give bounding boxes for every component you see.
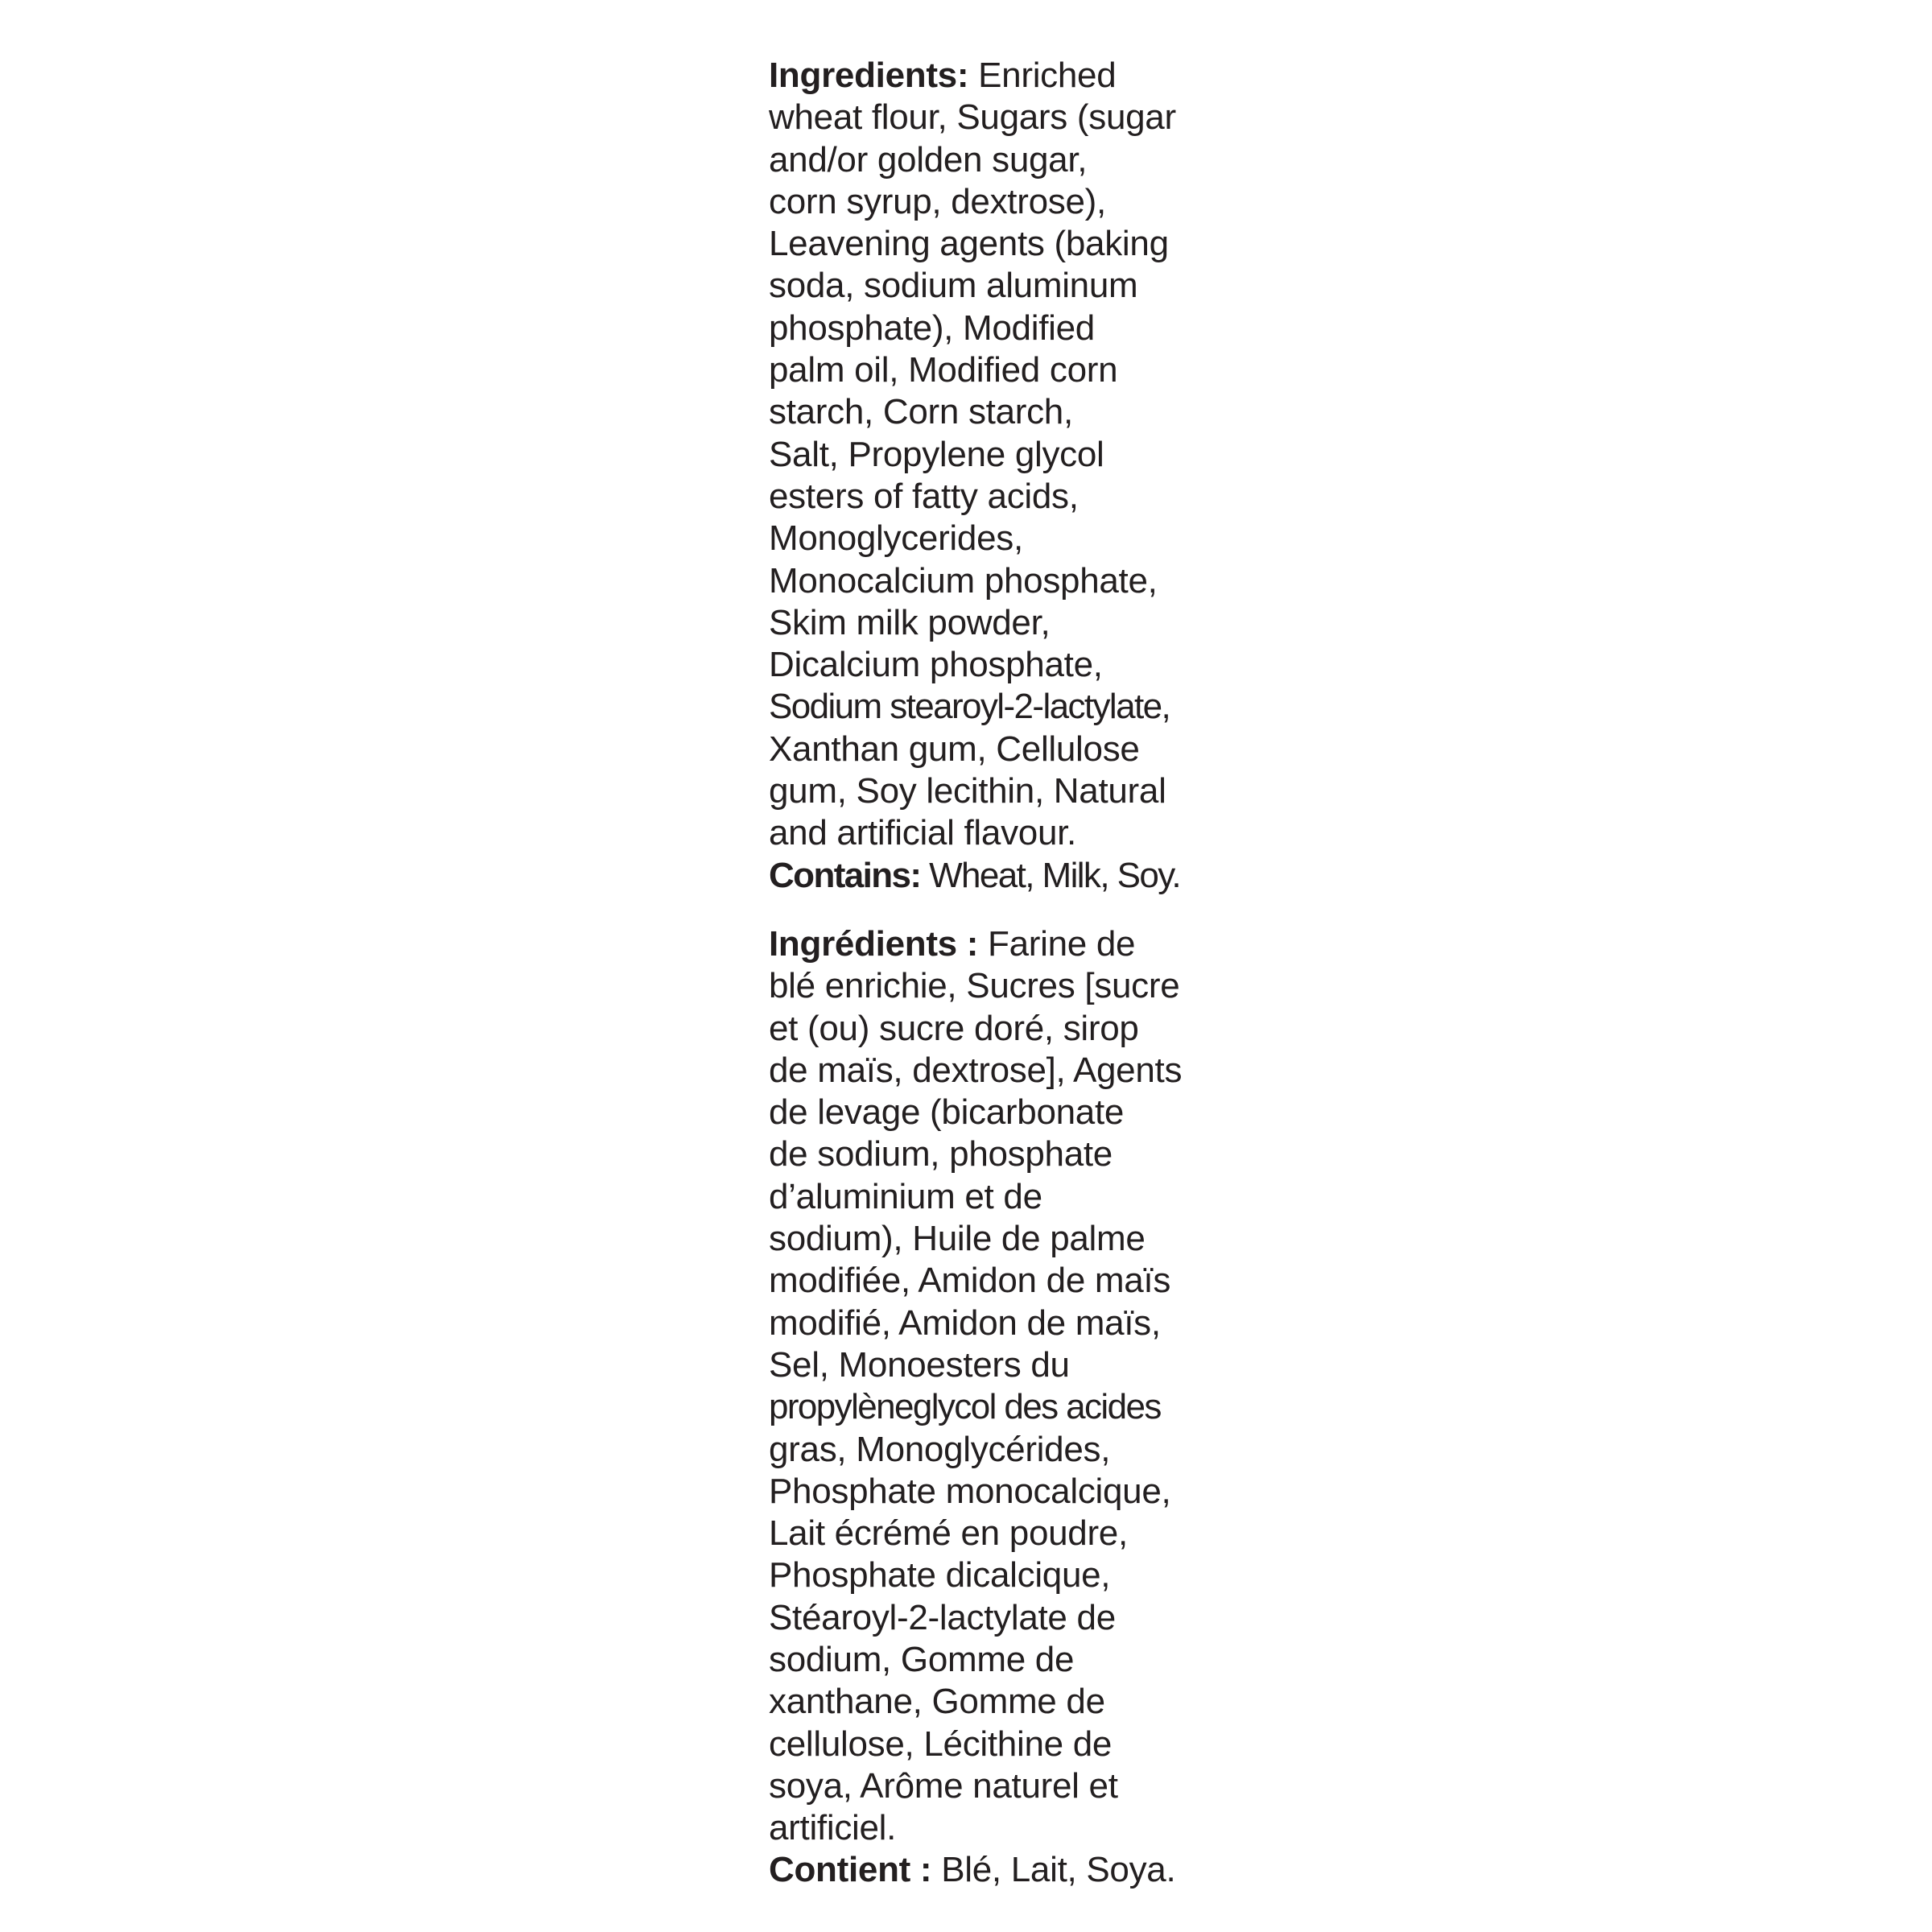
english-ingredients-line: Skim milk powder, — [769, 602, 1051, 642]
french-ingredients-line: modifié, Amidon de maïs, — [769, 1302, 1161, 1343]
english-contains-heading: Contains: — [769, 855, 921, 895]
english-ingredients-line: Monocalcium phosphate, — [769, 560, 1158, 601]
french-ingredients-line: artificiel. — [769, 1808, 897, 1848]
french-ingredients-line: Sel, Monoesters du — [769, 1344, 1070, 1385]
french-ingredients-line: blé enrichie, Sucres [sucre — [769, 966, 1180, 1006]
english-ingredients-line: and artificial flavour. — [769, 813, 1076, 853]
french-ingredients-line: modifiée, Amidon de maïs — [769, 1261, 1171, 1301]
french-ingredients-line: soya, Arôme naturel et — [769, 1765, 1118, 1806]
english-ingredients-line: Leavening agents (baking — [769, 224, 1169, 264]
english-ingredients-line: and/or golden sugar, — [769, 139, 1088, 180]
french-ingredients-line: Stéaroyl-2-lactylate de — [769, 1597, 1116, 1637]
english-ingredients-line: Dicalcium phosphate, — [769, 645, 1103, 685]
french-ingredients-line: de maïs, dextrose], Agents — [769, 1050, 1183, 1090]
ingredients-label-panel — [769, 55, 1220, 1892]
english-contains-text: Wheat, Milk, Soy. — [920, 855, 1180, 895]
english-ingredients-line: wheat flour, Sugars (sugar — [769, 97, 1176, 138]
english-ingredients-line-1 — [769, 55, 1220, 97]
french-ingredients-line: xanthane, Gomme de — [769, 1682, 1105, 1722]
english-ingredients-block — [769, 55, 1220, 897]
english-ingredients-line: esters of fatty acids, — [769, 476, 1079, 516]
english-ingredients-line: Salt, Propylene glycol — [769, 434, 1104, 474]
french-ingredients-line: sodium), Huile de palme — [769, 1219, 1146, 1259]
french-ingredients-line: d’aluminium et de — [769, 1176, 1042, 1216]
french-contains-heading: Contient : — [769, 1850, 932, 1890]
french-ingredients-line: sodium, Gomme de — [769, 1639, 1075, 1679]
french-ingredients-line: cellulose, Lécithine de — [769, 1724, 1113, 1764]
french-ingredients-line: gras, Monoglycérides, — [769, 1429, 1111, 1469]
english-ingredients-line: gum, Soy lecithin, Natural — [769, 771, 1166, 811]
french-ingredients-block — [769, 923, 1220, 1892]
english-ingredients-line: palm oil, Modified corn — [769, 350, 1118, 390]
english-ingredients-line: Sodium stearoyl-2-lactylate, — [769, 687, 1170, 727]
french-contains-text: Blé, Lait, Soya. — [931, 1850, 1176, 1890]
french-ingredients-line: de levage (bicarbonate — [769, 1092, 1125, 1133]
french-ingredients-line-1 — [769, 923, 1220, 965]
english-ingredients-line: soda, sodium aluminum — [769, 266, 1138, 306]
english-contains-line — [769, 855, 1220, 897]
french-contains-line — [769, 1849, 1220, 1891]
french-ingredients-line: Phosphate dicalcique, — [769, 1555, 1111, 1596]
english-ingredients-line: Monoglycerides, — [769, 518, 1023, 559]
english-ingredients-line: starch, Corn starch, — [769, 392, 1073, 432]
french-ingredients-heading: Ingrédients : — [769, 923, 979, 964]
english-ingredients-line: corn syrup, dextrose), — [769, 181, 1106, 221]
french-ingredients-line: de sodium, phosphate — [769, 1134, 1113, 1174]
french-ingredients-line: Phosphate monocalcique, — [769, 1471, 1171, 1511]
english-ingredients-text: Enriched — [968, 56, 1117, 95]
french-ingredients-text: Farine de — [978, 923, 1136, 964]
french-ingredients-line: propylèneglycol des acides — [769, 1387, 1161, 1427]
french-ingredients-line: et (ou) sucre doré, sirop — [769, 1008, 1139, 1048]
french-ingredients-line: Lait écrémé en poudre, — [769, 1513, 1128, 1554]
english-ingredients-line: Xanthan gum, Cellulose — [769, 729, 1140, 769]
english-ingredients-line: phosphate), Modified — [769, 308, 1095, 348]
english-ingredients-heading: Ingredients: — [769, 56, 969, 95]
